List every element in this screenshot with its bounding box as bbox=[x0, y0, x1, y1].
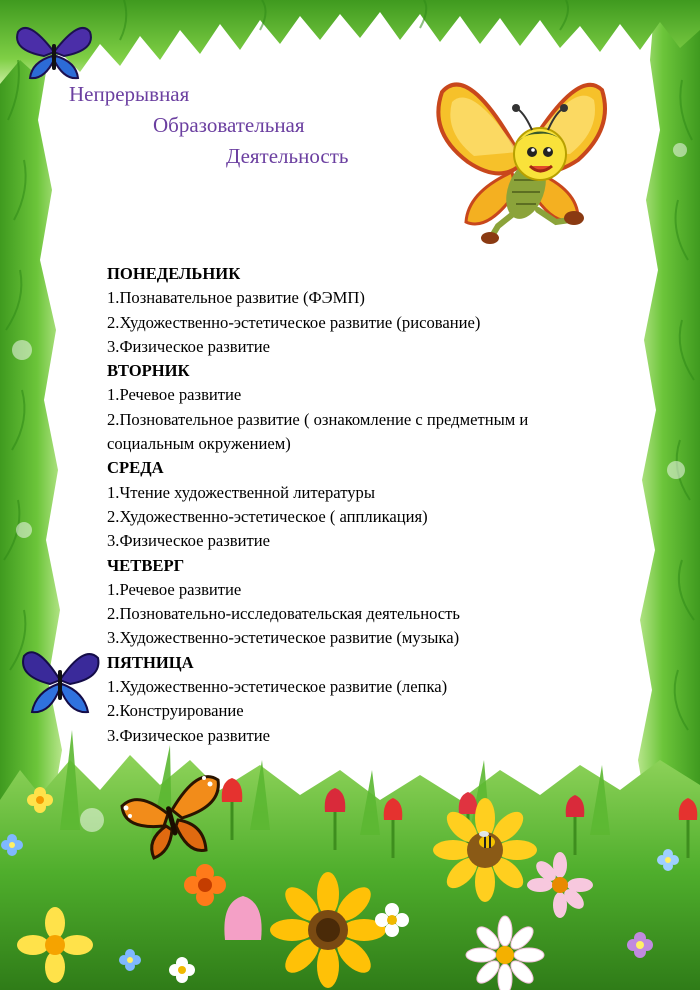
weekly-schedule bbox=[107, 262, 617, 748]
activity-item: 3.Художественно-эстетическое развитие (музыка) bbox=[107, 628, 460, 648]
activity-item: 3.Физическое развитие bbox=[107, 336, 271, 356]
day-tuesday bbox=[107, 359, 617, 456]
day-title: ПЯТНИЦА bbox=[107, 652, 194, 672]
mascot-butterfly-character bbox=[428, 72, 616, 256]
day-monday bbox=[107, 262, 617, 359]
activity-item: 1.Речевое развитие bbox=[107, 579, 242, 599]
activity-item: 1.Познавательное развитие (ФЭМП) bbox=[107, 288, 365, 308]
sunflower-bee bbox=[433, 798, 537, 902]
day-title: СРЕДА bbox=[107, 458, 164, 478]
activity-item: 1.Чтение художественной литературы bbox=[107, 482, 375, 502]
activity-list bbox=[107, 578, 617, 651]
activity-item: 2.Художественно-эстетическое ( аппликация) bbox=[107, 506, 428, 526]
activity-item: 3.Физическое развитие bbox=[107, 725, 271, 745]
activity-item: 1.Речевое развитие bbox=[107, 385, 242, 405]
activity-item: 1.Художественно-эстетическое развитие (лепка) bbox=[107, 677, 448, 697]
activity-list bbox=[107, 675, 617, 748]
activity-list bbox=[107, 481, 617, 554]
activity-item: 3.Физическое развитие bbox=[107, 531, 271, 551]
day-title: ПОНЕДЕЛЬНИК bbox=[107, 264, 241, 283]
day-title: ЧЕТВЕРГ bbox=[107, 555, 185, 575]
activity-item: социальным окружением) bbox=[107, 434, 291, 454]
orange-butterfly-icon bbox=[118, 770, 222, 860]
blue-butterfly-left-icon bbox=[18, 646, 102, 718]
activity-item: 2.Художественно-эстетическое развитие (рисование) bbox=[107, 312, 481, 332]
day-thursday bbox=[107, 554, 617, 651]
title-line-2: Образовательная bbox=[153, 113, 305, 137]
activity-list bbox=[107, 383, 617, 456]
right-grass bbox=[638, 0, 700, 830]
sunflower-large bbox=[270, 872, 386, 988]
day-title: ВТОРНИК bbox=[107, 361, 190, 381]
activity-item: 2.Позновательное развитие ( ознакомление с предметным и bbox=[107, 409, 529, 429]
day-wednesday bbox=[107, 456, 617, 553]
activity-list bbox=[107, 286, 617, 359]
blue-butterfly-top-icon bbox=[14, 22, 94, 84]
title-line-3: Деятельность bbox=[226, 144, 349, 168]
day-friday bbox=[107, 651, 617, 748]
activity-item: 2.Позновательно-исследовательская деятельность bbox=[107, 604, 460, 624]
activity-item: 2.Конструирование bbox=[107, 701, 244, 721]
title-line-1: Непрерывная bbox=[69, 82, 190, 106]
